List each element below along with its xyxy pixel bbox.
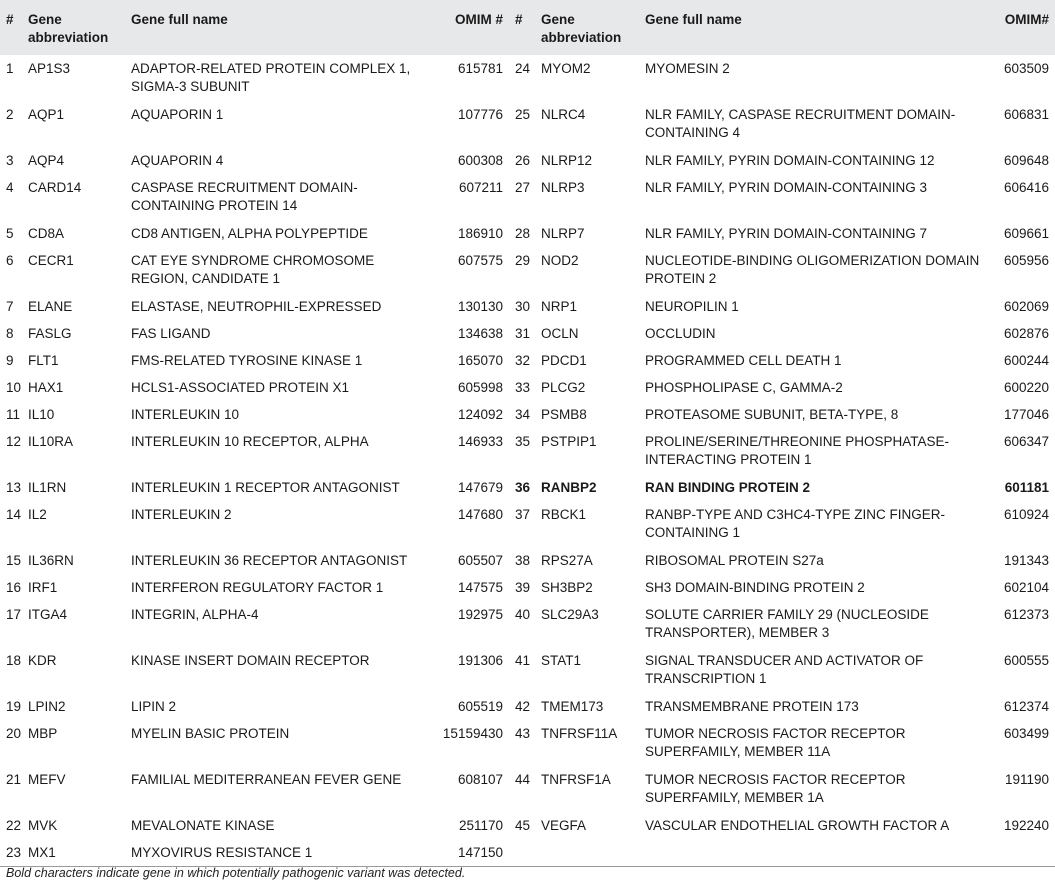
gene-abbreviation-left: IL10	[28, 407, 55, 422]
gene-full-name-left: INTERLEUKIN 10	[131, 407, 240, 422]
gene-abbreviation-left: MX1	[28, 845, 56, 860]
row-number-left: 14	[6, 507, 22, 522]
omim-number-right: 602876	[1003, 326, 1049, 341]
omim-number-left: 600308	[457, 153, 503, 168]
row-number-left: 16	[6, 580, 22, 595]
gene-abbreviation-right: STAT1	[541, 653, 582, 668]
row-number-right: 26	[515, 153, 531, 168]
row-number-left: 21	[6, 772, 22, 787]
omim-number-left: 251170	[458, 818, 503, 833]
omim-number-left: 191306	[457, 653, 503, 668]
row-number-left: 7	[6, 299, 14, 314]
omim-number-left: 107776	[457, 107, 503, 122]
gene-abbreviation-left: MVK	[28, 818, 58, 833]
gene-full-name-right: NUCLEOTIDE-BINDING OLIGOMERIZATION DOMAIN PROTEIN 2	[645, 253, 980, 286]
omim-number-left: 605507	[457, 553, 503, 568]
header-omim: OMIM #	[454, 12, 503, 27]
gene-abbreviation-left: CECR1	[28, 253, 74, 268]
row-number-left: 8	[6, 326, 14, 341]
omim-number-left: 134638	[457, 326, 503, 341]
row-number-right: 27	[515, 180, 531, 195]
omim-number-left: 147680	[457, 507, 503, 522]
table-footnote: Bold characters indicate gene in which potentially pathogenic variant was detected.	[6, 866, 466, 880]
omim-number-right: 612373	[1003, 607, 1049, 622]
table-row	[0, 220, 1055, 247]
row-number-right: 28	[515, 226, 531, 241]
row-number-left: 18	[6, 653, 22, 668]
table-row	[0, 55, 1055, 101]
omim-number-left: 605998	[457, 380, 503, 395]
gene-abbreviation-right: NRP1	[541, 299, 578, 314]
gene-full-name-right: NLR FAMILY, PYRIN DOMAIN-CONTAINING 3	[645, 180, 928, 195]
row-number-right: 34	[515, 407, 531, 422]
table-row	[0, 374, 1055, 401]
gene-full-name-right: RANBP-TYPE AND C3HC4-TYPE ZINC FINGER-CONTAINING 1	[645, 507, 946, 540]
gene-full-name-left: MYXOVIRUS RESISTANCE 1	[131, 845, 313, 860]
gene-abbreviation-left: HAX1	[28, 380, 64, 395]
gene-abbreviation-left: IL10RA	[28, 434, 74, 449]
header-full-name-2: Gene full name	[645, 12, 742, 27]
omim-number-right: 600244	[1003, 353, 1049, 368]
row-number-right: 38	[515, 553, 531, 568]
gene-full-name-right: PHOSPHOLIPASE C, GAMMA-2	[645, 380, 843, 395]
row-number-left: 10	[6, 380, 22, 395]
gene-full-name-right	[641, 839, 991, 867]
gene-full-name-left: INTERLEUKIN 2	[131, 507, 232, 522]
gene-full-name-right: RIBOSOMAL PROTEIN S27a	[645, 553, 824, 568]
gene-abbreviation-right: RPS27A	[541, 553, 593, 568]
gene-full-name-right: SH3 DOMAIN-BINDING PROTEIN 2	[645, 580, 865, 595]
gene-abbreviation-left: FLT1	[28, 353, 59, 368]
omim-number-left: 605519	[457, 699, 503, 714]
omim-number-left: 15159430	[442, 726, 503, 741]
omim-number-right: 177046	[1003, 407, 1049, 422]
table-row	[0, 647, 1055, 693]
omim-number-left: 147679	[457, 480, 503, 495]
row-number-right: 39	[515, 580, 531, 595]
table-header-row	[0, 0, 1055, 55]
row-number-right: 32	[515, 353, 531, 368]
gene-abbreviation-left: MEFV	[28, 772, 66, 787]
gene-full-name-right: SOLUTE CARRIER FAMILY 29 (NUCLEOSIDE TRANSPORTER), MEMBER 3	[645, 607, 929, 640]
gene-abbreviation-right: VEGFA	[541, 818, 587, 833]
gene-abbreviation-left: AQP1	[28, 107, 65, 122]
gene-full-name-left: FAS LIGAND	[131, 326, 211, 341]
row-number-right: 35	[515, 434, 531, 449]
omim-number-right: 602069	[1003, 299, 1049, 314]
row-number-right: 33	[515, 380, 531, 395]
gene-abbreviation-right: SLC29A3	[541, 607, 599, 622]
omim-number-right: 610924	[1003, 507, 1049, 522]
table-row	[0, 347, 1055, 374]
gene-abbreviation-left: IL36RN	[28, 553, 74, 568]
row-number-right: 31	[515, 326, 531, 341]
table-row	[0, 839, 1055, 867]
gene-full-name-right: RAN BINDING PROTEIN 2	[645, 480, 811, 495]
gene-abbreviation-right: NLRC4	[541, 107, 586, 122]
omim-number-left: 608107	[457, 772, 503, 787]
gene-abbreviation-left: FASLG	[28, 326, 72, 341]
omim-number-left: 607575	[457, 253, 503, 268]
omim-number-right: 606416	[1003, 180, 1049, 195]
row-number-left: 6	[6, 253, 14, 268]
table-row	[0, 693, 1055, 720]
omim-number-right: 600555	[1003, 653, 1049, 668]
gene-full-name-left: INTERFERON REGULATORY FACTOR 1	[131, 580, 384, 595]
gene-full-name-right: NLR FAMILY, PYRIN DOMAIN-CONTAINING 12	[645, 153, 935, 168]
table-row	[0, 720, 1055, 766]
header-abbreviation: Gene abbreviation	[28, 12, 109, 45]
header-omim-2: OMIM#	[1004, 12, 1049, 27]
row-number-left: 23	[6, 845, 22, 860]
gene-abbreviation-right: TNFRSF11A	[541, 726, 618, 741]
table-row	[0, 547, 1055, 574]
gene-full-name-right: PROLINE/SERINE/THREONINE PHOSPHATASE-INTERACTING PROTEIN 1	[645, 434, 950, 467]
table-row	[0, 320, 1055, 347]
gene-full-name-left: INTERLEUKIN 10 RECEPTOR, ALPHA	[131, 434, 369, 449]
omim-number-right: 606831	[1003, 107, 1049, 122]
gene-full-name-left: CASPASE RECRUITMENT DOMAIN-CONTAINING PROTEIN 14	[131, 180, 358, 213]
gene-full-name-right: VASCULAR ENDOTHELIAL GROWTH FACTOR A	[645, 818, 950, 833]
gene-full-name-left: INTEGRIN, ALPHA-4	[131, 607, 259, 622]
table-row	[0, 101, 1055, 147]
omim-number-right: 602104	[1003, 580, 1049, 595]
row-number-right	[509, 839, 537, 867]
row-number-right: 42	[515, 699, 531, 714]
omim-number-right: 600220	[1003, 380, 1049, 395]
table-row	[0, 501, 1055, 547]
row-number-right: 41	[515, 653, 531, 668]
gene-abbreviation-left: IRF1	[28, 580, 58, 595]
gene-full-name-right: NLR FAMILY, CASPASE RECRUITMENT DOMAIN-CONTAINING 4	[645, 107, 956, 140]
table-row	[0, 174, 1055, 220]
omim-number-right	[991, 839, 1055, 867]
gene-full-name-right: OCCLUDIN	[645, 326, 716, 341]
omim-number-left: 147150	[457, 845, 503, 860]
table-row	[0, 428, 1055, 474]
gene-full-name-left: MYELIN BASIC PROTEIN	[131, 726, 290, 741]
gene-full-name-left: AQUAPORIN 1	[131, 107, 224, 122]
gene-full-name-left: LIPIN 2	[131, 699, 177, 714]
table-row	[0, 247, 1055, 293]
header-num-2: #	[515, 12, 523, 27]
row-number-left: 1	[6, 61, 14, 76]
omim-number-left: 130130	[457, 299, 503, 314]
header-num: #	[6, 12, 14, 27]
omim-number-right: 606347	[1003, 434, 1049, 449]
table-row	[0, 601, 1055, 647]
row-number-left: 15	[6, 553, 22, 568]
gene-full-name-left: FAMILIAL MEDITERRANEAN FEVER GENE	[131, 772, 402, 787]
omim-number-left: 147575	[457, 580, 503, 595]
omim-number-right: 603499	[1003, 726, 1049, 741]
gene-full-name-right: SIGNAL TRANSDUCER AND ACTIVATOR OF TRANSCRIPTION 1	[645, 653, 924, 686]
gene-abbreviation-left: ELANE	[28, 299, 73, 314]
table-row	[0, 147, 1055, 174]
gene-abbreviation-left: ITGA4	[28, 607, 68, 622]
omim-number-right: 609661	[1003, 226, 1049, 241]
gene-abbreviation-left: KDR	[28, 653, 57, 668]
gene-abbreviation-left: IL2	[28, 507, 47, 522]
row-number-left: 2	[6, 107, 14, 122]
table-row	[0, 766, 1055, 812]
gene-full-name-left: INTERLEUKIN 36 RECEPTOR ANTAGONIST	[131, 553, 408, 568]
row-number-right: 29	[515, 253, 531, 268]
omim-number-right: 601181	[1004, 480, 1049, 495]
row-number-right: 25	[515, 107, 531, 122]
gene-full-name-left: FMS-RELATED TYROSINE KINASE 1	[131, 353, 363, 368]
gene-abbreviation-right: NLRP7	[541, 226, 585, 241]
table-row	[0, 812, 1055, 839]
row-number-right: 37	[515, 507, 531, 522]
row-number-left: 9	[6, 353, 14, 368]
gene-full-name-right: TUMOR NECROSIS FACTOR RECEPTOR SUPERFAMILY, MEMBER 11A	[645, 726, 906, 759]
gene-full-name-left: HCLS1-ASSOCIATED PROTEIN X1	[131, 380, 350, 395]
omim-number-left: 186910	[457, 226, 503, 241]
omim-number-left: 615781	[457, 61, 503, 76]
gene-abbreviation-right: SH3BP2	[541, 580, 593, 595]
row-number-right: 30	[515, 299, 531, 314]
row-number-left: 19	[6, 699, 22, 714]
gene-abbreviation-left: CARD14	[28, 180, 82, 195]
gene-abbreviation-left: LPIN2	[28, 699, 66, 714]
gene-full-name-left: AQUAPORIN 4	[131, 153, 224, 168]
row-number-left: 11	[6, 407, 21, 422]
omim-number-left: 146933	[457, 434, 503, 449]
gene-abbreviation-left: AP1S3	[28, 61, 71, 76]
gene-abbreviation-right: TNFRSF1A	[541, 772, 611, 787]
omim-number-right: 191343	[1003, 553, 1049, 568]
gene-full-name-left: ADAPTOR-RELATED PROTEIN COMPLEX 1, SIGMA-3 SUBUNIT	[131, 61, 411, 94]
gene-abbreviation-right: RBCK1	[541, 507, 587, 522]
omim-number-left: 192975	[457, 607, 503, 622]
row-number-right: 40	[515, 607, 531, 622]
table-row	[0, 474, 1055, 501]
gene-abbreviation-right: OCLN	[541, 326, 579, 341]
gene-abbreviation-right: TMEM173	[541, 699, 604, 714]
row-number-right: 24	[515, 61, 531, 76]
omim-number-right: 609648	[1003, 153, 1049, 168]
gene-full-name-left: CD8 ANTIGEN, ALPHA POLYPEPTIDE	[131, 226, 368, 241]
gene-full-name-left: ELASTASE, NEUTROPHIL-EXPRESSED	[131, 299, 382, 314]
omim-number-left: 165070	[457, 353, 503, 368]
header-full-name: Gene full name	[131, 12, 228, 27]
gene-full-name-right: PROGRAMMED CELL DEATH 1	[645, 353, 842, 368]
row-number-left: 13	[6, 480, 22, 495]
gene-abbreviation-right: NOD2	[541, 253, 579, 268]
gene-full-name-right: TRANSMEMBRANE PROTEIN 173	[645, 699, 859, 714]
gene-abbreviation-right	[537, 839, 641, 867]
gene-abbreviation-left: MBP	[28, 726, 58, 741]
gene-abbreviation-left: CD8A	[28, 226, 65, 241]
omim-number-right: 612374	[1003, 699, 1049, 714]
gene-full-name-right: NEUROPILIN 1	[645, 299, 739, 314]
gene-abbreviation-right: PDCD1	[541, 353, 587, 368]
gene-full-name-right: MYOMESIN 2	[645, 61, 730, 76]
gene-abbreviation-right: RANBP2	[541, 480, 597, 495]
gene-abbreviation-right: MYOM2	[541, 61, 591, 76]
omim-number-right: 605956	[1003, 253, 1049, 268]
row-number-right: 45	[515, 818, 531, 833]
gene-full-name-left: INTERLEUKIN 1 RECEPTOR ANTAGONIST	[131, 480, 400, 495]
gene-abbreviation-left: IL1RN	[28, 480, 67, 495]
row-number-left: 5	[6, 226, 14, 241]
row-number-right: 36	[515, 480, 531, 495]
omim-number-left: 607211	[458, 180, 503, 195]
omim-number-left: 124092	[457, 407, 503, 422]
omim-number-right: 192240	[1003, 818, 1049, 833]
gene-abbreviation-left: AQP4	[28, 153, 65, 168]
row-number-right: 43	[515, 726, 531, 741]
row-number-left: 17	[6, 607, 22, 622]
row-number-left: 22	[6, 818, 22, 833]
gene-full-name-right: NLR FAMILY, PYRIN DOMAIN-CONTAINING 7	[645, 226, 928, 241]
row-number-left: 12	[6, 434, 22, 449]
table-row	[0, 574, 1055, 601]
omim-number-right: 191190	[1004, 772, 1049, 787]
row-number-right: 44	[515, 772, 531, 787]
gene-full-name-left: KINASE INSERT DOMAIN RECEPTOR	[131, 653, 370, 668]
gene-abbreviation-right: PSTPIP1	[541, 434, 597, 449]
gene-abbreviation-right: PSMB8	[541, 407, 587, 422]
table-body	[0, 55, 1055, 867]
gene-full-name-right: PROTEASOME SUBUNIT, BETA-TYPE, 8	[645, 407, 899, 422]
row-number-left: 20	[6, 726, 22, 741]
gene-abbreviation-right: PLCG2	[541, 380, 586, 395]
gene-full-name-left: MEVALONATE KINASE	[131, 818, 275, 833]
gene-full-name-right: TUMOR NECROSIS FACTOR RECEPTOR SUPERFAMILY, MEMBER 1A	[645, 772, 906, 805]
gene-abbreviation-right: NLRP12	[541, 153, 593, 168]
header-abbreviation-2: Gene abbreviation	[541, 12, 622, 45]
gene-full-name-left: CAT EYE SYNDROME CHROMOSOME REGION, CANDIDATE 1	[131, 253, 375, 286]
gene-abbreviation-right: NLRP3	[541, 180, 585, 195]
row-number-left: 3	[6, 153, 14, 168]
row-number-left: 4	[6, 180, 14, 195]
table-row	[0, 401, 1055, 428]
omim-number-right: 603509	[1003, 61, 1049, 76]
table-row	[0, 293, 1055, 320]
